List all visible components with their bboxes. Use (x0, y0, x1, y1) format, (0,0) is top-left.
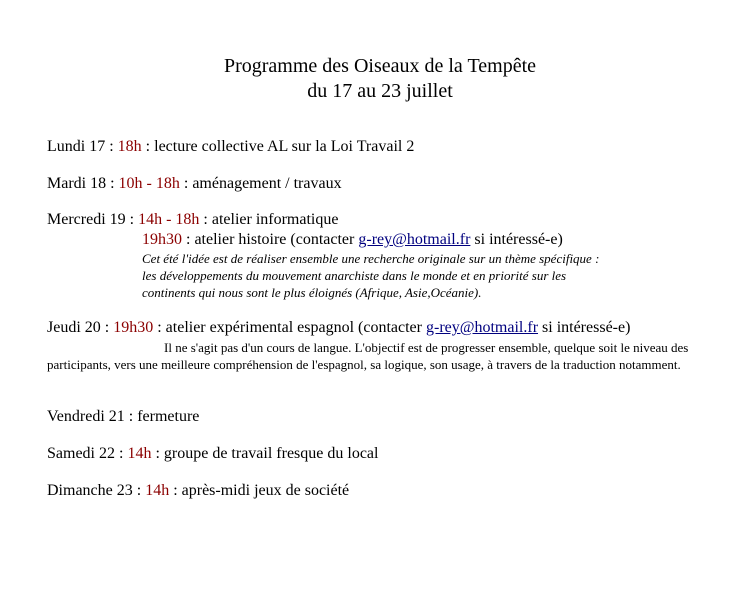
day-label: Samedi 22 : (47, 445, 128, 462)
entry-samedi (47, 444, 378, 464)
email-link[interactable]: g-rey@hotmail.fr (358, 231, 471, 248)
activity-suffix: si intéressé-e) (538, 319, 631, 336)
time-label: 19h30 (142, 231, 182, 248)
time-label: 19h30 (113, 319, 154, 336)
time-label: 14h (145, 482, 170, 499)
entry-jeudi (47, 318, 630, 338)
activity-suffix: si intéressé-e) (470, 231, 563, 248)
histoire-description-line-2: les développements du mouvement anarchiste dans le monde et en priorité sur les (142, 268, 567, 283)
espagnol-note: Il ne s'agit pas d'un cours de langue. L'objectif est de progresser ensemble, quelque soit le niveau des participants, vers une meilleure compréhension de l'espagnol, sa logique, son usage, à travers de la traduction notamment. (47, 340, 689, 372)
entry-mercredi-histoire (142, 230, 563, 250)
day-label: Mardi 18 : (47, 175, 119, 192)
entry-mercredi (47, 210, 338, 230)
activity-text: : atelier histoire (contacter (182, 231, 359, 248)
title-line-1: Programme des Oiseaux de la Tempête (223, 55, 537, 77)
activity-text: : lecture collective AL sur la Loi Travail 2 (141, 138, 415, 155)
entry-dimanche (47, 481, 349, 501)
day-label: Mercredi 19 : (47, 211, 139, 228)
activity-text: : atelier informatique (199, 211, 339, 228)
time-label: 14h (127, 445, 152, 462)
activity-text: : après-midi jeux de société (169, 482, 350, 499)
activity-text: : aménagement / travaux (179, 175, 342, 192)
histoire-description-line-3: continents qui nous sont le plus éloignés (Afrique, Asie,Océanie). (142, 285, 482, 300)
title-line-2: du 17 au 23 juillet (307, 80, 453, 102)
day-label: Jeudi 20 : (47, 319, 114, 336)
email-link[interactable]: g-rey@hotmail.fr (425, 319, 539, 336)
entry-lundi (47, 137, 414, 157)
day-label: Lundi 17 : (47, 138, 118, 155)
activity-text: : groupe de travail fresque du local (151, 445, 379, 462)
time-label: 18h (117, 138, 142, 155)
time-label: 14h - 18h (138, 211, 200, 228)
time-label: 10h - 18h (118, 175, 180, 192)
entry-mardi (47, 174, 342, 194)
entry-vendredi (47, 407, 199, 427)
activity-text: : atelier expérimental espagnol (contacter (153, 319, 426, 336)
day-label: Dimanche 23 : (47, 482, 146, 499)
histoire-description-line-1: Cet été l'idée est de réaliser ensemble une recherche originale sur un thème spécifique : (142, 251, 600, 266)
day-label: Vendredi 21 : fermeture (47, 408, 200, 425)
